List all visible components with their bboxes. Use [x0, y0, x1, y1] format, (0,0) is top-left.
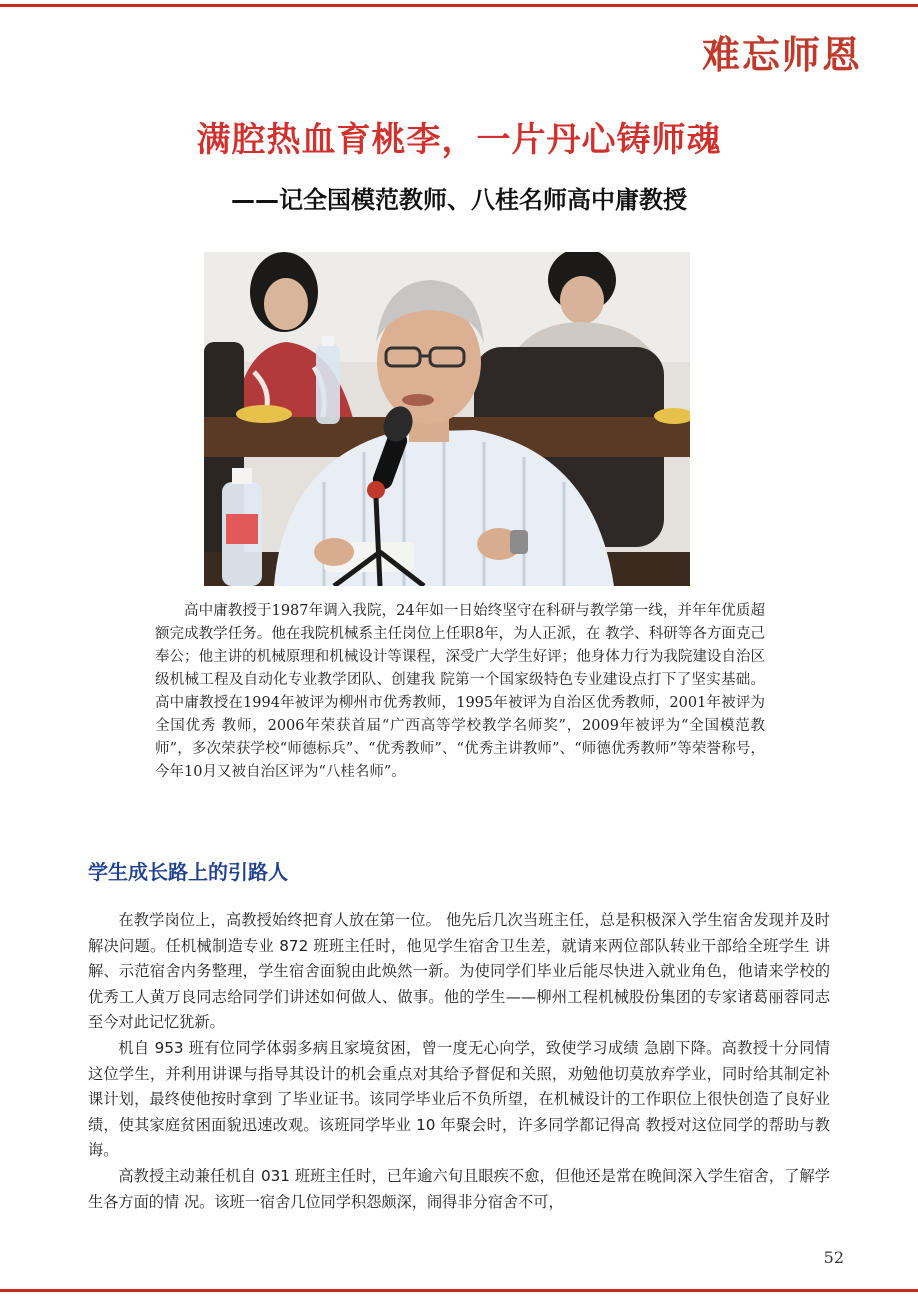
body-paragraph: 机自 953 班有位同学体弱多病且家境贫困，曾一度无心向学，致使学习成绩 急剧下降。高教授十分同情这位学生，并利用讲课与指导其设计的机会重点对其给予督促和关照，劝勉他切莫放弃学业，同时给其制定补课计划，最终使他按时拿到 了毕业证书。该同学毕业后不负所望，在机械设计的工作职位上很快创造了良好业绩，使其家庭贫困面貌迅速改观。该班同学毕业 10 年聚会时，许多同学都记得高 教授对这位同学的帮助与教诲。 [88, 1038, 830, 1160]
top-rule [0, 4, 918, 7]
page-number: 52 [823, 1248, 844, 1267]
professor-speaking-photo [204, 252, 690, 586]
intro-paragraph: 高中庸教授于1987年调入我院，24年如一日始终坚守在科研与教学第一线，并年年优质超额完成教学任务。他在我院机械系主任岗位上任职8年，为人正派，在 教学、科研等各方面克己奉公；他主讲的机械原理和机械设计等课程，深受广大学生好评；他身体力行为我院建设自治区级机械工程及自动化专业教学团队、创建我 院第一个国家级特色专业建设点打下了坚实基础。高中庸教授在1994年被评为柳州市优秀教师，1995年被评为自治区优秀教师，2001年被评为全国优秀 教师，2006年荣获首届“广西高等学校教学名师奖”，2009年被评为“全国模范教师”，多次荣获学校“师德标兵”、“优秀教师”、“优秀主讲教师”、“师德优秀教师”等荣誉称号，今年10月又被自治区评为“八桂名师”。 [155, 603, 765, 780]
article-body [88, 908, 830, 1215]
article-subtitle: ——记全国模范教师、八桂名师高中庸教授 [231, 186, 687, 214]
section-heading: 学生成长路上的引路人 [88, 860, 288, 884]
body-paragraph: 高教授主动兼任机自 031 班班主任时，已年逾六旬且眼疾不愈，但他还是常在晚间深入学生宿舍，了解学生各方面的情 况。该班一宿舍几位同学积怨颇深，闹得非分宿舍不可， [88, 1166, 830, 1211]
bottom-rule [0, 1289, 918, 1292]
body-paragraph: 在教学岗位上，高教授始终把育人放在第一位。 他先后几次当班主任，总是积极深入学生宿舍发现并及时解决问题。任机械制造专业 872 班班主任时，他见学生宿舍卫生差，就请来两位部队转业干部给全班学生 讲解、示范宿舍内务整理，学生宿舍面貌由此焕然一新。为使同学们毕业后能尽快进入就业角色，他请来学校的优秀工人黄万良同志给同学们讲述如何做人、做事。他的学生——柳州工程机械股份集团的专家诸葛丽蓉同志至今对此记忆犹新。 [88, 911, 830, 1032]
article-title: 满腔热血育桃李，一片丹心铸师魂 [196, 120, 722, 160]
section-tag: 难忘师恩 [701, 33, 862, 77]
